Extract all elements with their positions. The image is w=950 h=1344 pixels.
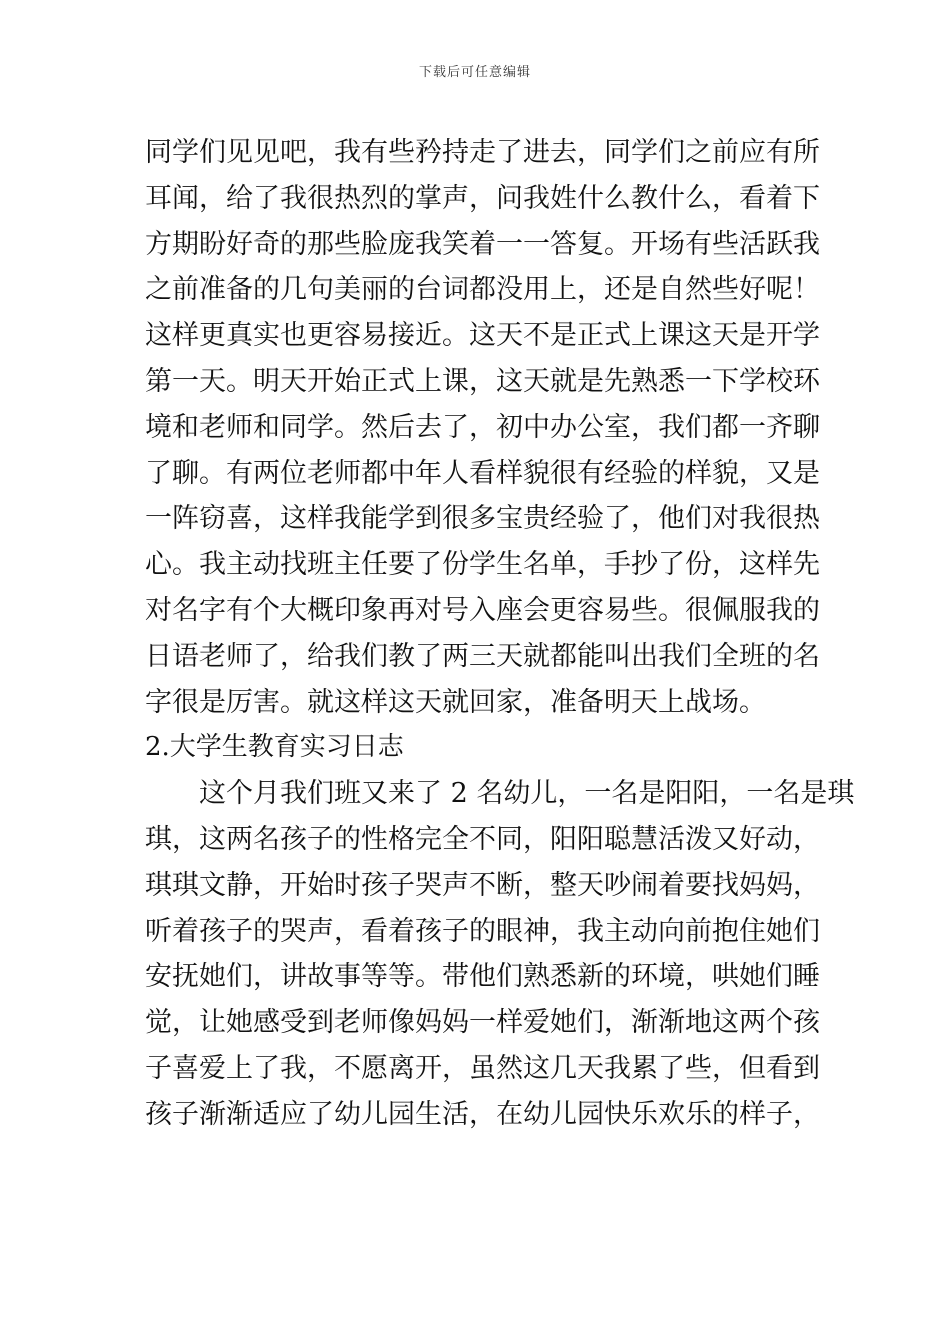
paragraph-line: 耳闻，给了我很热烈的掌声，问我姓什么教什么，看着下 xyxy=(145,182,820,214)
paragraph-line: 日语老师了，给我们教了两三天就都能叫出我们全班的名 xyxy=(145,640,820,672)
paragraph-line: 这样更真实也更容易接近。这天不是正式上课这天是开学 xyxy=(145,320,820,352)
paragraph-line: 方期盼好奇的那些脸庞我笑着一一答复。开场有些活跃我 xyxy=(145,228,820,260)
section-2 xyxy=(145,725,855,1137)
paragraph-line: 琪，这两名孩子的性格完全不同，阳阳聪慧活泼又好动， xyxy=(145,823,820,855)
paragraph-line: 字很是厉害。就这样这天就回家，准备明天上战场。 xyxy=(145,686,766,718)
paragraph-line: 孩子渐渐适应了幼儿园生活，在幼儿园快乐欢乐的样子， xyxy=(145,1098,820,1130)
paragraph-line: 琪琪文静，开始时孩子哭声不断，整天吵闹着要找妈妈， xyxy=(145,869,820,901)
paragraph-line: 第一天。明天开始正式上课，这天就是先熟悉一下学校环 xyxy=(145,365,820,397)
paragraph-line: 心。我主动找班主任要了份学生名单，手抄了份，这样先 xyxy=(145,549,820,581)
section-1 xyxy=(145,130,820,725)
page-header: 下载后可任意编辑 xyxy=(418,65,531,80)
paragraph-line: 境和老师和同学。然后去了，初中办公室，我们都一齐聊 xyxy=(145,411,820,443)
paragraph-line: 同学们见见吧，我有些矜持走了进去，同学们之前应有所 xyxy=(145,137,820,168)
paragraph-line: 一阵窃喜，这样我能学到很多宝贵经验了，他们对我很热 xyxy=(145,503,820,535)
paragraph-line: 了聊。有两位老师都中年人看样貌很有经验的样貌，又是 xyxy=(145,457,820,489)
paragraph-line: 之前准备的几句美丽的台词都没用上，还是自然些好呢！ xyxy=(145,274,820,306)
document-body xyxy=(145,130,855,1138)
paragraph-line: 安抚她们，讲故事等等。带他们熟悉新的环境，哄她们睡 xyxy=(145,961,820,993)
paragraph-line: 对名字有个大概印象再对号入座会更容易些。很佩服我的 xyxy=(145,594,820,626)
paragraph-line: 这个月我们班又来了 2 名幼儿，一名是阳阳，一名是琪 xyxy=(199,778,855,810)
paragraph-line: 觉，让她感受到老师像妈妈一样爱她们，渐渐地这两个孩 xyxy=(145,1007,820,1039)
paragraph-line: 子喜爱上了我，不愿离开，虽然这几天我累了些，但看到 xyxy=(145,1052,820,1084)
section-heading: 2.大学生教育实习日志 xyxy=(145,732,404,763)
paragraph-line: 听着孩子的哭声，看着孩子的眼神，我主动向前抱住她们 xyxy=(145,915,820,947)
